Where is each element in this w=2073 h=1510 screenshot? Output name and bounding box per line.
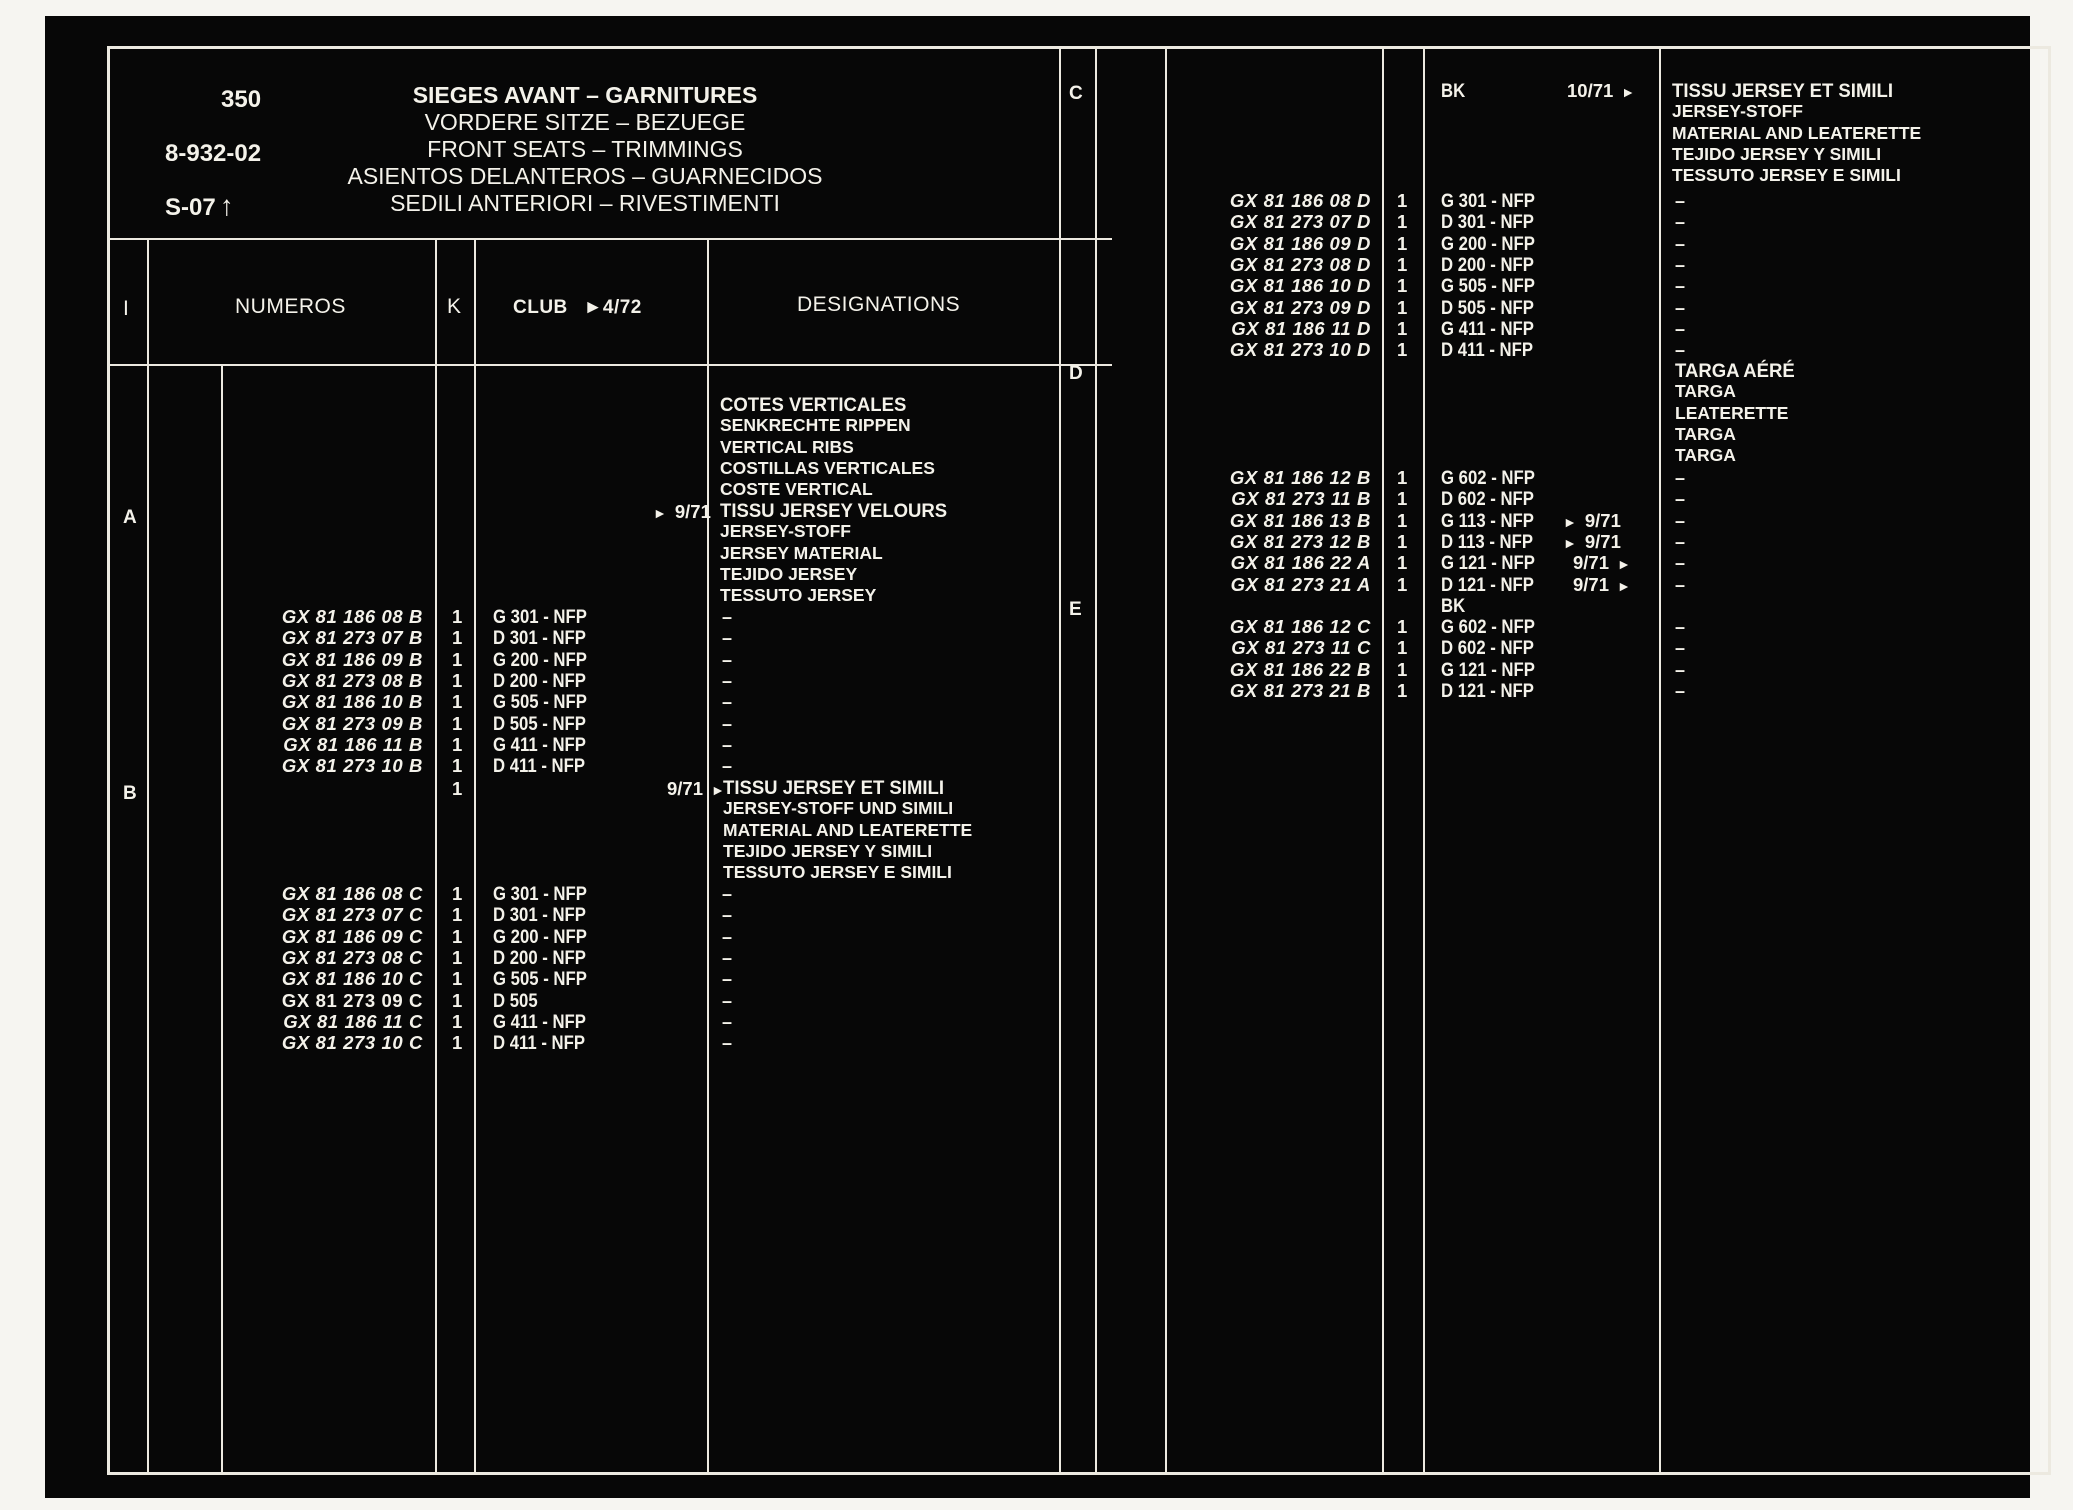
club-code: G 200 - NFP: [493, 926, 587, 948]
group-letter: D: [1069, 363, 1083, 384]
club-code: G 505 - NFP: [493, 692, 587, 714]
quantity: 1: [1397, 190, 1408, 211]
part-number: GX 81 273 09 B: [281, 712, 423, 734]
club-code: D 301 - NFP: [493, 628, 586, 650]
club-code: D 505 - NFP: [493, 713, 586, 735]
part-number: GX 81 186 10 C: [281, 968, 423, 990]
part-number: GX 81 186 12 B: [1229, 467, 1371, 488]
triangle-right-icon: ►: [1621, 84, 1636, 100]
designation-line: JERSEY-STOFF UND SIMILI: [723, 798, 954, 819]
part-number: GX 81 186 13 B: [1229, 509, 1371, 531]
page-number: 350: [221, 86, 262, 113]
effective-date: [1563, 509, 1621, 531]
designation-line: TARGA: [1675, 381, 1736, 402]
title-es: ASIENTOS DELANTEROS – GUARNECIDOS: [347, 163, 823, 189]
date-text: 9/71: [674, 501, 711, 522]
designation: –: [722, 670, 733, 691]
designation: –: [722, 1011, 733, 1032]
part-number: GX 81 186 09 D: [1229, 232, 1371, 254]
part-number: GX 81 273 11 B: [1231, 488, 1371, 510]
club-code: D 411 - NFP: [1441, 340, 1534, 362]
quantity: 1: [452, 925, 463, 947]
designation-line: TARGA: [1675, 423, 1736, 444]
quantity: 1: [452, 904, 463, 926]
club-code: G 301 - NFP: [1441, 191, 1535, 212]
designation: –: [1675, 489, 1686, 510]
designation-line: TEJIDO JERSEY Y SIMILI: [1672, 143, 1882, 164]
triangle-right-icon: ►: [1617, 577, 1631, 594]
quantity: 1: [452, 691, 463, 713]
designation: –: [1675, 468, 1686, 488]
center-divider-right: [1095, 46, 1097, 1474]
designation-line: COSTILLAS VERTICALES: [720, 457, 935, 478]
club-code: D 113 - NFP: [1441, 531, 1534, 553]
title-fr: SIEGES AVANT – GARNITURES: [412, 82, 758, 108]
quantity: 1: [1397, 658, 1408, 680]
part-number: GX 81 186 08 B: [281, 606, 423, 627]
designation: –: [722, 628, 733, 649]
part-number: GX 81 273 08 B: [281, 669, 423, 691]
col-header-designations: DESIGNATIONS: [797, 293, 961, 316]
designation-line: TARGA AÉRÉ: [1675, 360, 1795, 382]
quantity: 1: [1397, 680, 1408, 701]
designation-line: COSTE VERTICAL: [720, 479, 873, 500]
club-code: D 121 - NFP: [1441, 574, 1534, 596]
designation: –: [722, 884, 733, 904]
club-code: G 602 - NFP: [1441, 617, 1535, 639]
part-number: GX 81 186 22 A: [1230, 552, 1371, 574]
club-code: D 505 - NFP: [1441, 297, 1534, 319]
quantity: 1: [1397, 211, 1408, 233]
club-code: G 411 - NFP: [493, 1011, 586, 1033]
designation-line: JERSEY-STOFF: [720, 521, 851, 542]
club-code: D 602 - NFP: [1441, 638, 1534, 660]
part-number: GX 81 273 07 C: [281, 904, 423, 926]
designation-line: TEJIDO JERSEY: [720, 563, 858, 584]
triangle-right-icon: ►: [1563, 534, 1577, 551]
col-line-k-left: [435, 238, 437, 1474]
reference-number: 8-932-02: [165, 140, 262, 167]
triangle-right-icon: ►: [583, 297, 603, 318]
effective-date: [1567, 82, 1635, 101]
designation: –: [1675, 531, 1686, 552]
group-letter: B: [123, 783, 137, 804]
club-code: G 411 - NFP: [493, 734, 586, 756]
designation: –: [1675, 659, 1686, 680]
designation: –: [1675, 681, 1686, 701]
quantity: 1: [452, 968, 463, 990]
designation: –: [722, 713, 733, 734]
title-en: FRONT SEATS – TRIMMINGS: [427, 136, 743, 162]
group-letter: A: [123, 507, 137, 528]
quantity: 1: [1397, 339, 1408, 361]
date-text: 9/71: [1573, 552, 1610, 574]
part-number: GX 81 273 10 C: [281, 1032, 423, 1054]
designation: –: [722, 969, 733, 990]
club-code: G 411 - NFP: [1441, 318, 1534, 340]
club-code: G 121 - NFP: [1441, 553, 1535, 575]
col-line-club-right: [707, 238, 709, 1474]
frame-right: [2048, 46, 2051, 1475]
designation: –: [722, 607, 733, 627]
header-bottom-rule: [107, 238, 1112, 240]
part-number: GX 81 186 10 D: [1229, 275, 1371, 297]
club-code: D 200 - NFP: [493, 670, 586, 692]
col-line-index: [147, 238, 149, 1474]
date-text: 9/71: [1584, 530, 1621, 552]
quantity: 1: [1397, 467, 1408, 488]
triangle-right-icon: ►: [1617, 556, 1631, 573]
date-text: 10/71: [1567, 80, 1614, 101]
col-header-index: I: [123, 297, 130, 320]
quantity: 1: [452, 606, 463, 627]
designation-line: MATERIAL AND LEATERETTE: [723, 819, 973, 840]
quantity: 1: [452, 883, 463, 904]
col-header-club-label: CLUB: [513, 297, 568, 318]
club-code: G 113 - NFP: [1441, 510, 1534, 532]
quantity: 1: [1397, 616, 1408, 638]
designation-line: JERSEY-STOFF: [1672, 101, 1803, 122]
quantity: 1: [452, 1010, 463, 1032]
part-number: GX 81 273 11 C: [1231, 637, 1371, 659]
frame-top: [107, 46, 2051, 49]
club-code: G 200 - NFP: [493, 649, 587, 671]
designation: –: [722, 947, 733, 968]
center-divider-left: [1059, 46, 1061, 1474]
triangle-right-icon: ►: [1563, 513, 1577, 530]
quantity: 1: [1397, 275, 1408, 297]
designation-line: COTES VERTICALES: [720, 394, 907, 416]
designation-line: LEATERETTE: [1675, 402, 1789, 423]
part-number: GX 81 273 07 D: [1229, 211, 1371, 233]
part-number: GX 81 273 08 D: [1229, 253, 1371, 275]
designation-line: TISSU JERSEY VELOURS: [720, 500, 948, 522]
club-code: G 602 - NFP: [1441, 468, 1535, 489]
quantity: 1: [1397, 637, 1408, 659]
club-code: G 200 - NFP: [1441, 233, 1535, 255]
quantity: 1: [1397, 530, 1408, 552]
part-number: GX 81 273 09 C: [281, 989, 423, 1011]
group-letter: C: [1069, 83, 1083, 104]
club-code: D 121 - NFP: [1441, 681, 1534, 702]
quantity: 1: [1397, 509, 1408, 531]
quantity: 1: [452, 989, 463, 1011]
club-code: G 121 - NFP: [1441, 659, 1535, 681]
quantity: 1: [452, 1032, 463, 1054]
designation-line: TESSUTO JERSEY E SIMILI: [1672, 165, 1901, 186]
col-line-k-right: [474, 238, 476, 1474]
club-code: BK: [1441, 595, 1466, 617]
designation-line: TESSUTO JERSEY E SIMILI: [723, 862, 952, 883]
designation: –: [722, 1033, 733, 1054]
part-number: GX 81 273 21 B: [1229, 680, 1371, 701]
effective-date: [1573, 573, 1631, 595]
group-letter: E: [1069, 599, 1082, 620]
designation: –: [1675, 191, 1686, 211]
quantity: 1: [1397, 552, 1408, 574]
club-code: G 505 - NFP: [1441, 276, 1535, 298]
designation: –: [1675, 553, 1686, 574]
col-line-num-inner: [221, 364, 223, 1474]
club-code: D 602 - NFP: [1441, 489, 1534, 511]
club-code: G 505 - NFP: [493, 969, 587, 991]
designation-line: TISSU JERSEY ET SIMILI: [1672, 80, 1893, 102]
frame-left: [107, 46, 110, 1475]
title-block: [265, 84, 905, 219]
date-text: 9/71: [1573, 573, 1610, 595]
club-code: BK: [1441, 81, 1466, 102]
designation: –: [1675, 233, 1686, 254]
part-number: GX 81 186 09 B: [281, 648, 423, 670]
designation: –: [722, 734, 733, 755]
designation: –: [722, 692, 733, 713]
part-number: GX 81 186 10 B: [281, 691, 423, 713]
col-line-r-num-left: [1165, 46, 1167, 1474]
designation: –: [1675, 254, 1686, 275]
club-code: D 200 - NFP: [1441, 254, 1534, 276]
designation-line: TESSUTO JERSEY: [720, 585, 877, 606]
club-code: D 301 - NFP: [1441, 212, 1534, 234]
col-line-r-k-left: [1382, 46, 1384, 1474]
quantity: 1: [1397, 296, 1408, 318]
club-code: D 411 - NFP: [493, 1033, 586, 1055]
designation: –: [1675, 297, 1686, 318]
designation: –: [1675, 638, 1686, 659]
part-number: GX 81 186 11 B: [283, 733, 423, 755]
quantity: 1: [452, 946, 463, 968]
designation: –: [722, 649, 733, 670]
part-number: GX 81 273 10 D: [1229, 339, 1371, 361]
part-number: GX 81 273 12 B: [1229, 530, 1371, 552]
col-header-club: [513, 298, 642, 317]
quantity: 1: [452, 778, 463, 799]
club-code: D 411 - NFP: [493, 756, 586, 778]
part-number: GX 81 186 09 C: [281, 925, 423, 947]
designation-line: TEJIDO JERSEY Y SIMILI: [723, 840, 933, 861]
part-number: GX 81 273 09 D: [1229, 296, 1371, 318]
date-text: 9/71: [1584, 509, 1621, 531]
designation-line: MATERIAL AND LEATERETTE: [1672, 122, 1922, 143]
col-header-club-date: 4/72: [602, 297, 642, 318]
date-text: 9/71: [667, 778, 704, 799]
designation-line: VERTICAL RIBS: [720, 436, 854, 457]
quantity: 1: [1397, 488, 1408, 510]
designation: –: [722, 756, 733, 777]
quantity: 1: [1397, 573, 1408, 595]
designation: –: [1675, 340, 1686, 361]
col-line-r-k-right: [1423, 46, 1425, 1474]
designation: –: [1675, 318, 1686, 339]
title-de: VORDERE SITZE – BEZUEGE: [424, 109, 746, 135]
part-number: GX 81 186 22 B: [1229, 658, 1371, 680]
effective-date: [667, 780, 725, 799]
column-header-bottom-rule: [107, 364, 1112, 366]
frame-bottom: [107, 1472, 2051, 1475]
col-line-r-club-right: [1659, 46, 1661, 1474]
part-number: GX 81 186 12 C: [1229, 616, 1371, 638]
designation: –: [1675, 212, 1686, 233]
effective-date: [1563, 530, 1621, 552]
part-number: GX 81 273 10 B: [281, 755, 423, 777]
club-code: D 200 - NFP: [493, 947, 586, 969]
effective-date: [1573, 554, 1631, 573]
designation: –: [1675, 617, 1686, 638]
designation: –: [1675, 510, 1686, 531]
club-code: G 301 - NFP: [493, 607, 587, 628]
part-number: GX 81 186 11 C: [283, 1010, 423, 1032]
quantity: 1: [452, 648, 463, 670]
designation: –: [722, 926, 733, 947]
title-it: SEDILI ANTERIORI – RIVESTIMENTI: [390, 190, 780, 216]
quantity: 1: [452, 627, 463, 649]
designation: –: [722, 905, 733, 926]
section-code-text: S-07: [165, 194, 216, 221]
designation: –: [1675, 574, 1686, 595]
part-number: GX 81 186 08 D: [1229, 190, 1371, 211]
club-code: D 505: [493, 990, 538, 1012]
quantity: 1: [452, 669, 463, 691]
quantity: 1: [452, 712, 463, 734]
club-code: D 301 - NFP: [493, 905, 586, 927]
part-number: GX 81 273 08 C: [281, 946, 423, 968]
arrow-up-icon: ↑: [219, 190, 234, 221]
part-number: GX 81 273 21 A: [1230, 573, 1371, 595]
effective-date: [653, 503, 711, 522]
quantity: 1: [1397, 253, 1408, 275]
triangle-right-icon: ►: [711, 782, 725, 798]
quantity: 1: [452, 733, 463, 755]
club-code: G 301 - NFP: [493, 884, 587, 905]
col-header-k: K: [447, 295, 462, 318]
quantity: 1: [452, 755, 463, 777]
quantity: 1: [1397, 232, 1408, 254]
designation-line: TARGA: [1675, 445, 1736, 466]
designation: –: [1675, 276, 1686, 297]
section-code: [165, 190, 234, 221]
col-header-numbers: NUMEROS: [235, 295, 346, 318]
designation-line: TISSU JERSEY ET SIMILI: [723, 777, 944, 799]
quantity: 1: [1397, 317, 1408, 339]
designation-line: JERSEY MATERIAL: [720, 542, 883, 563]
designation: –: [722, 990, 733, 1011]
part-number: GX 81 186 11 D: [1231, 317, 1371, 339]
triangle-right-icon: ►: [653, 505, 667, 521]
part-number: GX 81 186 08 C: [281, 883, 423, 904]
part-number: GX 81 273 07 B: [281, 627, 423, 649]
designation-line: SENKRECHTE RIPPEN: [720, 415, 911, 436]
catalog-slide: [45, 16, 2030, 1498]
